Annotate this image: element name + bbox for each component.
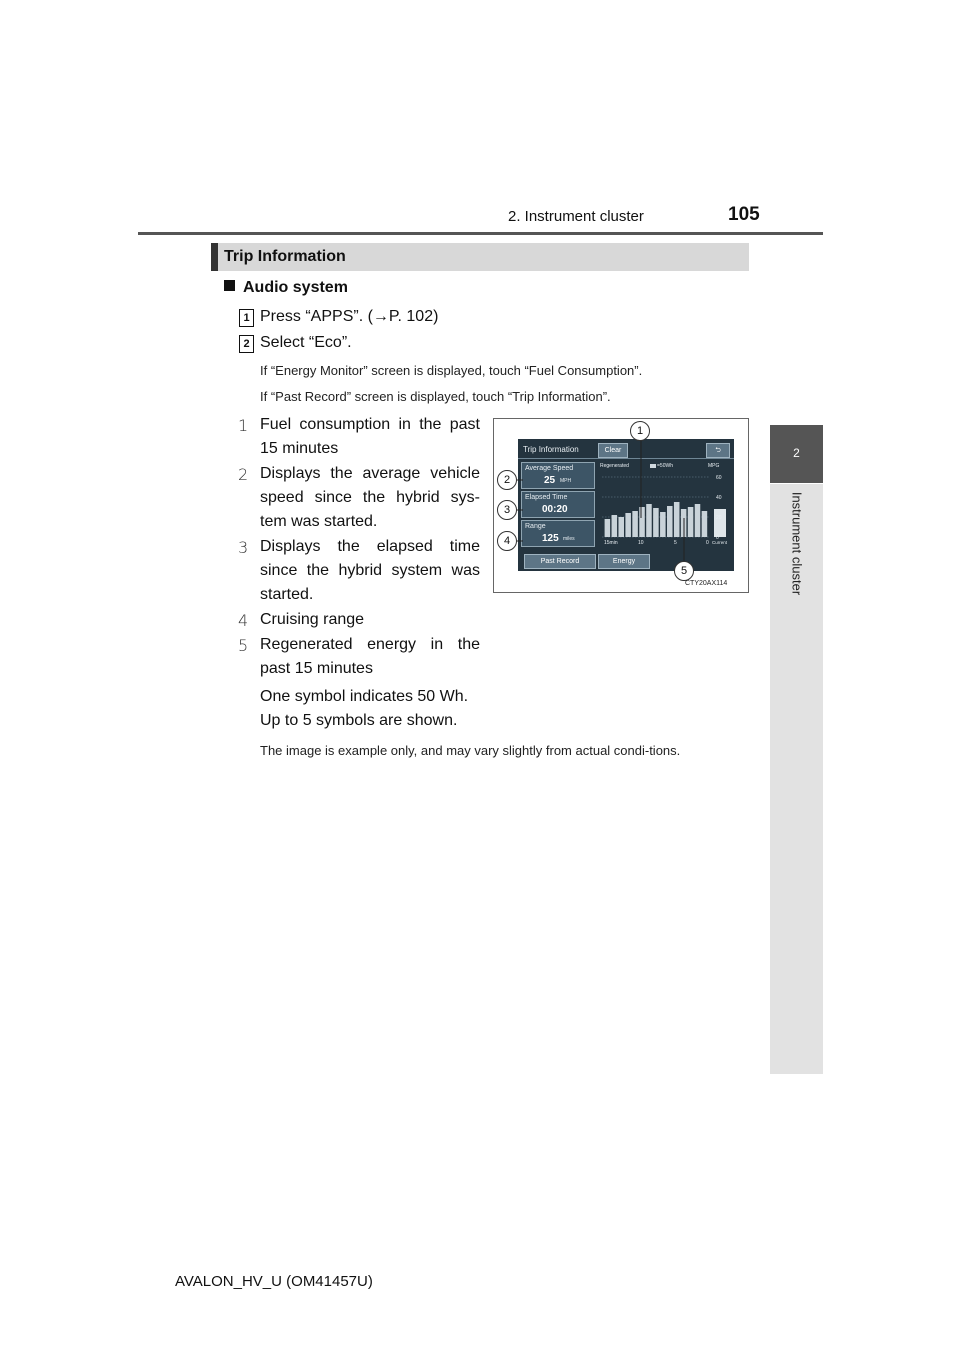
y-tick-label: 20 bbox=[716, 515, 722, 521]
chapter-label: Instrument cluster bbox=[789, 491, 805, 596]
energy-button[interactable]: Energy bbox=[598, 554, 650, 569]
regenerated-label: Regenerated bbox=[600, 463, 629, 469]
item-number: 3 bbox=[238, 538, 249, 557]
x-tick-label: 10 bbox=[638, 540, 644, 546]
back-arrow-icon: ⮌ bbox=[715, 447, 721, 454]
average-speed-unit: MPH bbox=[560, 478, 572, 484]
range-value: 125 bbox=[542, 533, 559, 544]
item-number: 5 bbox=[238, 636, 249, 655]
figure-code: CTY20AX114 bbox=[685, 580, 728, 587]
y-tick-label: 60 bbox=[716, 475, 722, 481]
callout-marker: 3 bbox=[497, 500, 517, 520]
note-text: If “Energy Monitor” screen is displayed, touch “Fuel Consumption”. bbox=[260, 363, 643, 378]
section-title: Trip Information bbox=[224, 248, 346, 265]
footer-model-code: AVALON_HV_U (OM41457U) bbox=[175, 1273, 373, 1290]
chapter-number: 2 bbox=[793, 446, 800, 460]
callout-marker: 4 bbox=[497, 531, 517, 551]
current-label: Current bbox=[712, 540, 728, 545]
callout-marker: 5 bbox=[674, 561, 694, 581]
x-tick-label: 15min bbox=[604, 540, 618, 546]
item-number: 2 bbox=[238, 465, 249, 484]
mpg-label: MPG bbox=[708, 463, 720, 469]
step-number-box: 2 bbox=[239, 335, 254, 353]
clear-button[interactable]: Clear bbox=[598, 443, 628, 458]
average-speed-label: Average Speed bbox=[525, 465, 574, 472]
item-text: Displays the elapsed time since the hybrid system was started. bbox=[260, 538, 480, 603]
elapsed-time-label: Elapsed Time bbox=[525, 494, 568, 501]
note-text: If “Past Record” screen is displayed, touch “Trip Information”. bbox=[260, 389, 611, 404]
callout-marker: 1 bbox=[630, 421, 650, 441]
item-extra-line: Up to 5 symbols are shown. bbox=[260, 712, 458, 729]
callout-marker: 2 bbox=[497, 470, 517, 490]
disclaimer: The image is example only, and may vary slightly from actual condi-tions. bbox=[260, 743, 681, 758]
step-text: Press “APPS”. (→P. 102) bbox=[260, 308, 439, 325]
item-text: Regenerated energy in the past 15 minutes bbox=[260, 636, 480, 677]
step-number-box: 1 bbox=[239, 309, 254, 327]
header-section-title: 2. Instrument cluster bbox=[508, 208, 644, 225]
subheading-text: Audio system bbox=[243, 279, 348, 296]
screen-title: Trip Information bbox=[523, 445, 579, 454]
item-text: Cruising range bbox=[260, 611, 365, 628]
page-number: 105 bbox=[728, 204, 760, 225]
item-text: Fuel consumption in the past 15 minutes bbox=[260, 416, 480, 457]
item-text: Displays the average vehicle speed since the hybrid sys-tem was started. bbox=[260, 465, 480, 530]
x-tick-label: 5 bbox=[674, 540, 677, 546]
y-tick-label: 40 bbox=[716, 495, 722, 501]
header-rule bbox=[138, 232, 823, 235]
item-number: 1 bbox=[238, 416, 249, 435]
item-extra-line: One symbol indicates 50 Wh. bbox=[260, 688, 469, 705]
elapsed-time-value: 00:20 bbox=[542, 504, 568, 515]
range-unit: miles bbox=[563, 536, 575, 542]
past-record-button[interactable]: Past Record bbox=[524, 554, 596, 569]
subheading bbox=[224, 279, 348, 297]
legend-text: =50Wh bbox=[657, 463, 673, 469]
x-tick-label: 0 bbox=[706, 540, 709, 546]
step-text: Select “Eco”. bbox=[260, 334, 352, 351]
callout-leaders bbox=[493, 418, 749, 593]
item-number: 4 bbox=[238, 611, 249, 630]
average-speed-value: 25 bbox=[544, 475, 556, 486]
square-bullet-icon bbox=[224, 280, 235, 291]
y-tick-label: 0 bbox=[716, 535, 719, 541]
range-label: Range bbox=[525, 523, 546, 530]
